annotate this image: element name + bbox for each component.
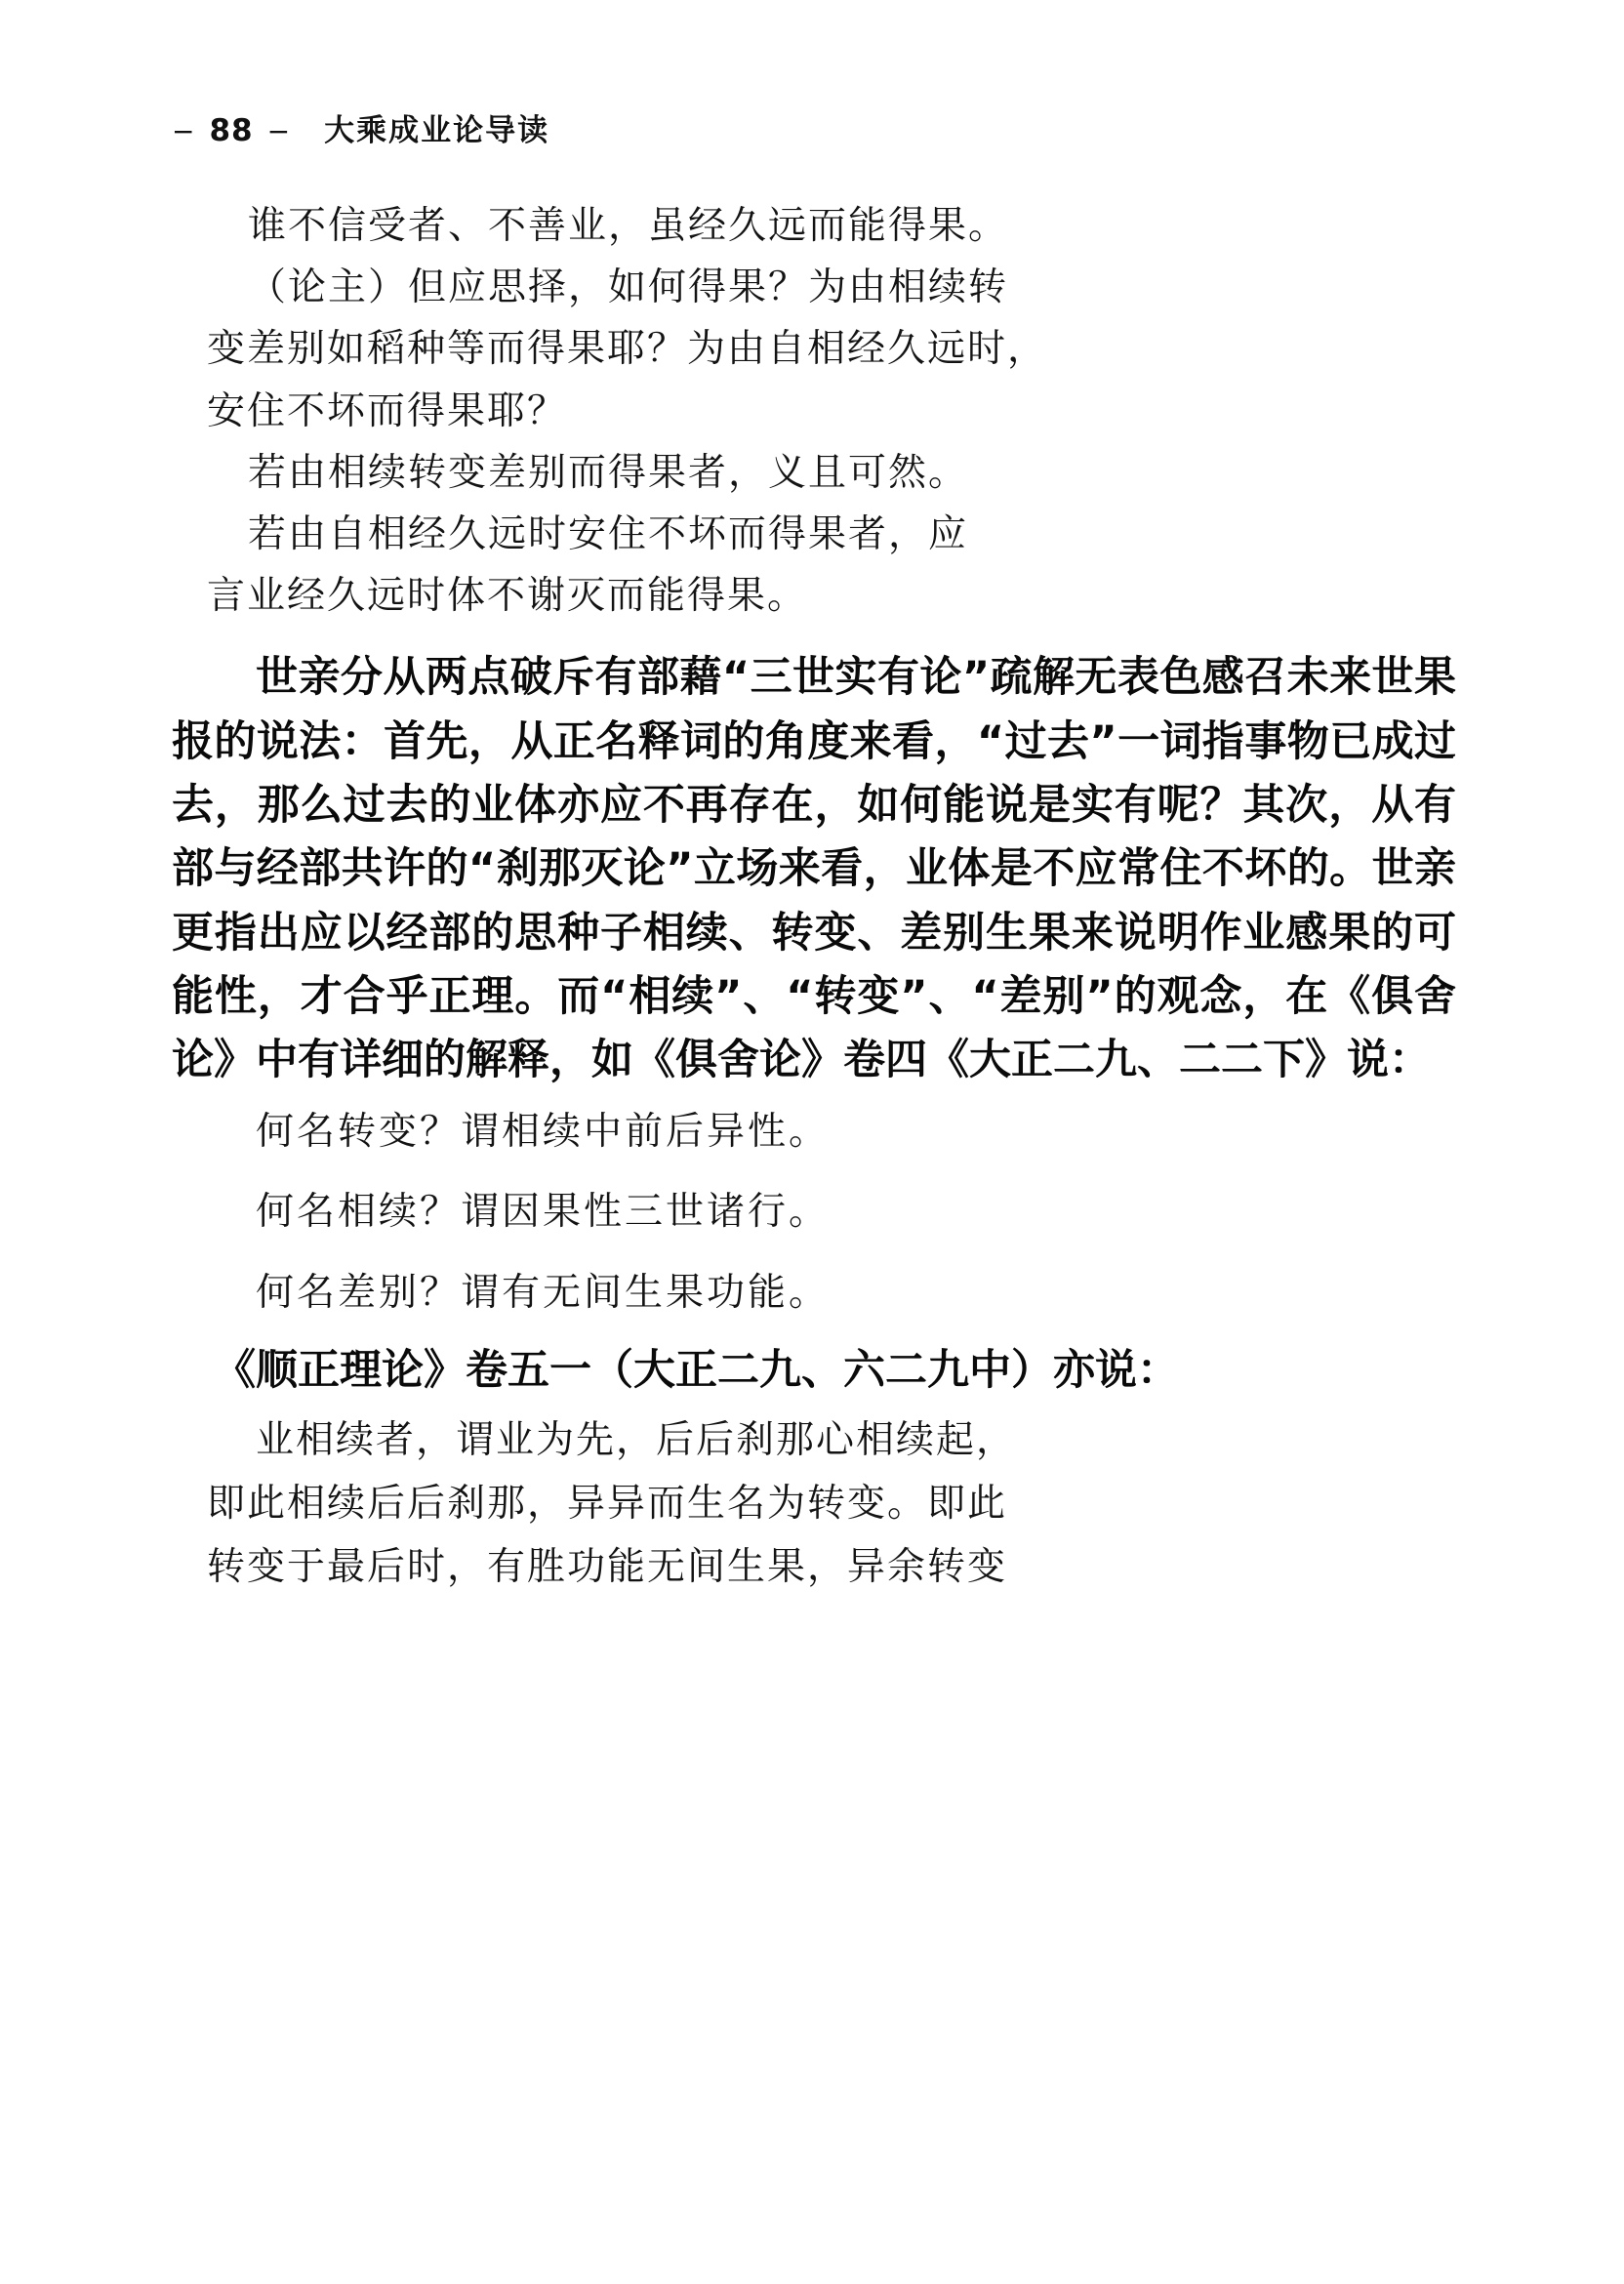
quote-line: 若由自相经久远时安住不坏而得果者，应 xyxy=(248,511,969,556)
spacer xyxy=(172,1163,1456,1181)
citation-lead-line: 《顺正理论》卷五一（大正二九、六二九中）亦说： xyxy=(214,1345,1179,1395)
quote-line: 安住不坏而得果耶？ xyxy=(207,388,568,433)
quote-line: 言业经久远时体不谢灭而能得果。 xyxy=(207,574,808,619)
spacer xyxy=(172,1244,1456,1262)
scripture-line: 何名转变？谓相续中前后异性。 xyxy=(256,1109,831,1154)
quote-line: 若由相续转变差别而得果者，义且可然。 xyxy=(248,450,969,495)
header-dash-left: − xyxy=(172,115,196,147)
page-body xyxy=(172,195,1456,1606)
quote-line: （论主）但应思择，如何得果？为由相续转 xyxy=(248,265,1009,310)
quote-line: 谁不信受者、不善业，虽经久远而能得果。 xyxy=(248,204,1009,248)
spacer xyxy=(172,632,1456,646)
main-paragraph: 世亲分从两点破斥有部藉“三世实有论”疏解无表色感召未来世果报的说法：首先，从正名释词的角度来看，“过去”一词指事物已成过去，那么过去的业体亦应不再存在，如何能说是实有呢？其次，从有部与经部共许的“刹那灭论”立场来看，业体是不应常住不坏的。世亲更指出应以经部的思种子相续、转变、差别生果来说明作业感果的可能性，才合乎正理。而“相续”、“转变”、“差别”的观念，在《俱舍论》中有详细的解释，如《俱舍论》卷四《大正二九、二二下》说： xyxy=(172,653,1456,1085)
scripture-quote-block xyxy=(172,1101,1456,1326)
quote-line: 即此相续后后刹那，异异而生名为转变。即此 xyxy=(207,1482,1008,1527)
book-title: 大乘成业论导读 xyxy=(324,113,550,148)
spacer xyxy=(172,1331,1456,1339)
quote-line: 变差别如稻种等而得果耶？为由自相经久远时， xyxy=(207,327,1048,372)
scripture-line: 何名相续？谓因果性三世诸行。 xyxy=(256,1190,831,1235)
page-header xyxy=(172,105,549,149)
header-dash-right: − xyxy=(266,115,292,147)
page-number: 88 xyxy=(209,113,254,148)
quote-line: 转变于最后时，有胜功能无间生果，异余转变 xyxy=(207,1544,1008,1589)
quote-line: 业相续者，谓业为先，后后刹那心相续起， xyxy=(256,1418,1017,1463)
spacer xyxy=(172,1402,1456,1409)
tail-quote-block xyxy=(172,1409,1456,1599)
scripture-line: 何名差别？谓有无间生果功能。 xyxy=(256,1271,831,1316)
quote-block-top xyxy=(172,195,1456,627)
spacer xyxy=(172,1093,1456,1101)
